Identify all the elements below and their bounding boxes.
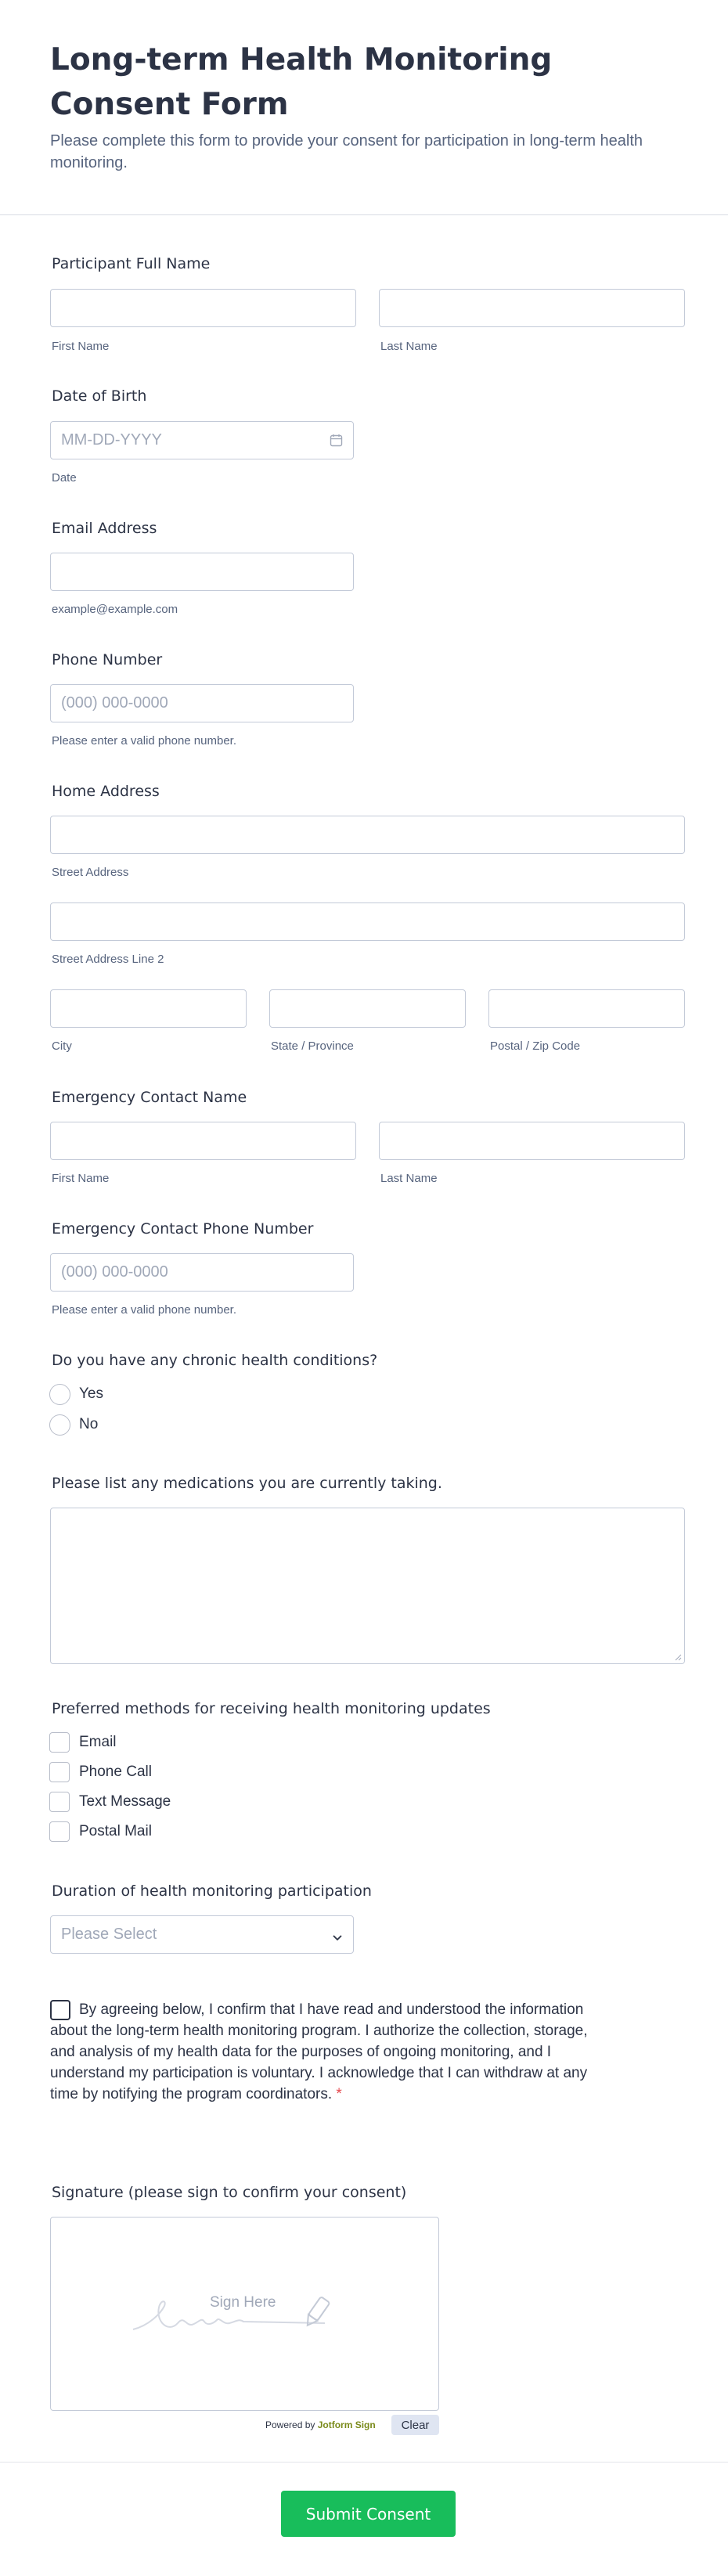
signature-clear-button[interactable]: Clear bbox=[391, 2415, 439, 2435]
zip-input[interactable] bbox=[488, 989, 685, 1028]
participant-first-name-sublabel: First Name bbox=[52, 340, 110, 353]
jotform-sign-brand[interactable]: Jotform Sign bbox=[317, 2419, 376, 2430]
chevron-down-icon bbox=[332, 1929, 343, 1940]
medications-textarea[interactable] bbox=[50, 1508, 685, 1664]
powered-by bbox=[265, 2415, 376, 2435]
dob-label: Date of Birth bbox=[52, 387, 147, 405]
email-input[interactable] bbox=[50, 553, 354, 591]
method-text-label[interactable]: Text Message bbox=[79, 1793, 171, 1810]
duration-select[interactable] bbox=[50, 1915, 354, 1954]
footer-divider bbox=[0, 2462, 728, 2463]
emergency-last-name-input[interactable] bbox=[379, 1122, 685, 1160]
emergency-phone-sublabel: Please enter a valid phone number. bbox=[52, 1303, 236, 1317]
street-address-sublabel: Street Address bbox=[52, 866, 129, 879]
form-subtitle: Please complete this form to provide your consent for participation in long-term health monitoring. bbox=[50, 132, 643, 171]
emergency-phone-input[interactable] bbox=[50, 1253, 354, 1292]
participant-first-name-input[interactable] bbox=[50, 289, 356, 327]
state-input[interactable] bbox=[269, 989, 466, 1028]
duration-placeholder: Please Select bbox=[61, 1926, 157, 1943]
submit-button[interactable]: Submit Consent bbox=[281, 2491, 456, 2537]
phone-label: Phone Number bbox=[52, 651, 163, 668]
signature-pad[interactable] bbox=[50, 2217, 439, 2411]
form-header bbox=[0, 0, 728, 215]
participant-last-name-sublabel: Last Name bbox=[380, 340, 438, 353]
method-phone-checkbox[interactable] bbox=[49, 1762, 70, 1782]
emergency-first-name-sublabel: First Name bbox=[52, 1172, 110, 1185]
email-sublabel: example@example.com bbox=[52, 603, 178, 616]
method-text-checkbox[interactable] bbox=[49, 1792, 70, 1812]
duration-label: Duration of health monitoring participation bbox=[52, 1882, 372, 1900]
participant-name-label: Participant Full Name bbox=[52, 255, 211, 272]
calendar-icon[interactable] bbox=[330, 434, 343, 447]
signature-scribble-icon bbox=[129, 2290, 356, 2337]
zip-sublabel: Postal / Zip Code bbox=[490, 1039, 581, 1053]
phone-input[interactable] bbox=[50, 684, 354, 722]
street-address-input[interactable] bbox=[50, 816, 685, 854]
method-mail-checkbox[interactable] bbox=[49, 1821, 70, 1842]
chronic-label: Do you have any chronic health conditions? bbox=[52, 1352, 378, 1369]
phone-placeholder: (000) 000-0000 bbox=[61, 694, 168, 712]
emergency-phone-label: Emergency Contact Phone Number bbox=[52, 1220, 314, 1238]
chronic-yes-label[interactable]: Yes bbox=[79, 1385, 103, 1402]
agreement-text: By agreeing below, I confirm that I have read and understood the information about the long-term health monitoring program. I authorize the collection, storage, and analysis of my health data for the purposes of ongoing monitoring, and I understand my participation is voluntary. I acknowledge that I can withdraw at any time by notifying the program coordinators. bbox=[50, 2001, 588, 2102]
emergency-last-name-sublabel: Last Name bbox=[380, 1172, 438, 1185]
emergency-name-label: Emergency Contact Name bbox=[52, 1089, 247, 1106]
signature-label: Signature (please sign to confirm your consent) bbox=[52, 2184, 407, 2201]
chronic-yes-radio[interactable] bbox=[49, 1384, 70, 1405]
phone-sublabel: Please enter a valid phone number. bbox=[52, 734, 236, 748]
required-mark: * bbox=[336, 2086, 342, 2102]
form-title: Long-term Health Monitoring Consent Form bbox=[50, 42, 553, 122]
signature-hint: Sign Here bbox=[210, 2294, 276, 2311]
medications-label: Please list any medications you are currently taking. bbox=[52, 1475, 442, 1492]
address-label: Home Address bbox=[52, 783, 160, 800]
chronic-no-label[interactable]: No bbox=[79, 1416, 99, 1432]
method-mail-label[interactable]: Postal Mail bbox=[79, 1823, 152, 1839]
agreement-text-block bbox=[50, 1999, 606, 2105]
street-address-2-input[interactable] bbox=[50, 903, 685, 941]
emergency-phone-placeholder: (000) 000-0000 bbox=[61, 1263, 168, 1281]
emergency-first-name-input[interactable] bbox=[50, 1122, 356, 1160]
powered-prefix: Powered by bbox=[265, 2419, 315, 2430]
city-sublabel: City bbox=[52, 1039, 72, 1053]
method-phone-label[interactable]: Phone Call bbox=[79, 1764, 152, 1780]
participant-last-name-input[interactable] bbox=[379, 289, 685, 327]
email-label: Email Address bbox=[52, 520, 157, 537]
method-email-label[interactable]: Email bbox=[79, 1734, 117, 1750]
chronic-no-radio[interactable] bbox=[49, 1414, 70, 1436]
dob-input[interactable] bbox=[50, 421, 354, 459]
resize-handle-icon[interactable] bbox=[674, 1653, 682, 1661]
city-input[interactable] bbox=[50, 989, 247, 1028]
state-sublabel: State / Province bbox=[271, 1039, 354, 1053]
methods-label: Preferred methods for receiving health monitoring updates bbox=[52, 1700, 491, 1717]
dob-placeholder: MM-DD-YYYY bbox=[61, 431, 162, 449]
street-address-2-sublabel: Street Address Line 2 bbox=[52, 953, 164, 966]
dob-sublabel: Date bbox=[52, 471, 77, 485]
method-email-checkbox[interactable] bbox=[49, 1732, 70, 1753]
